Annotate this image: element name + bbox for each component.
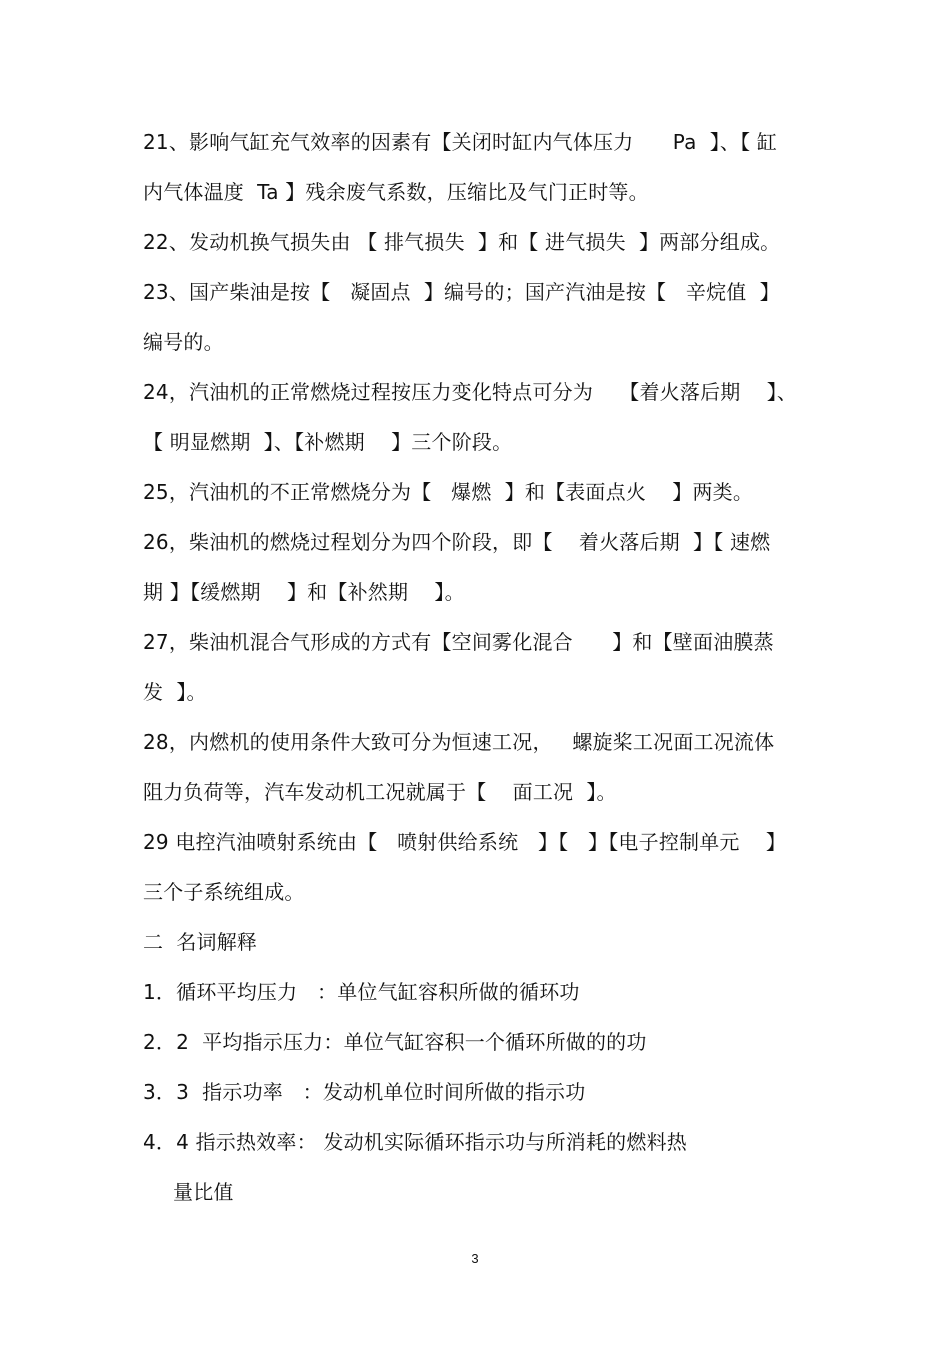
text-line: 23、国产柴油是按【 凝固点 】编号的；国产汽油是按【 辛烷值 】 [143,280,780,304]
definition-item: 2．2 平均指示压力：单位气缸容积一个循环所做的的功 [143,1030,647,1054]
text-line: 26，柴油机的燃烧过程划分为四个阶段，即【 着火落后期 】【 速燃 [143,530,771,554]
text-line: 21、影响气缸充气效率的因素有【关闭时缸内气体压力 Pa 】、【 缸 [143,130,778,154]
definition-item: 4．4 指示热效率： 发动机实际循环指示功与所消耗的燃料热 [143,1130,687,1154]
definition-item: 3．3 指示功率 ：发动机单位时间所做的指示功 [143,1080,586,1104]
definition-item: 1．循环平均压力 ：单位气缸容积所做的循环功 [143,980,580,1004]
text-line: 阻力负荷等，汽车发动机工况就属于【 面工况 】。 [143,780,617,804]
text-line: 22、发动机换气损失由 【 排气损失 】和【 进气损失 】两部分组成。 [143,230,781,254]
text-line: 25，汽油机的不正常燃烧分为【 爆燃 】和【表面点火 】两类。 [143,480,754,504]
text-line: 期 】【缓燃期 】和【补然期 】。 [143,580,465,604]
section-heading: 二 名词解释 [143,930,258,954]
text-line: 29 电控汽油喷射系统由【 喷射供给系统 】【 】【电子控制单元 】 [143,830,787,854]
text-line: 内气体温度 Ta 】残余废气系数，压缩比及气门正时等。 [143,180,649,204]
text-line: 【 明显燃期 】、【补燃期 】三个阶段。 [143,430,513,454]
text-line: 24，汽油机的正常燃烧过程按压力变化特点可分为 【着火落后期 】、 [143,380,798,404]
text-line: 编号的。 [143,330,224,354]
text-line: 三个子系统组成。 [143,880,305,904]
text-line: 28，内燃机的使用条件大致可分为恒速工况， 螺旋桨工况面工况流体 [143,730,775,754]
page-number: 3 [471,1251,479,1266]
definition-continuation: 量比值 [173,1180,234,1204]
text-line: 发 】。 [143,680,207,704]
text-line: 27，柴油机混合气形成的方式有【空间雾化混合 】和【壁面油膜蒸 [143,630,774,654]
